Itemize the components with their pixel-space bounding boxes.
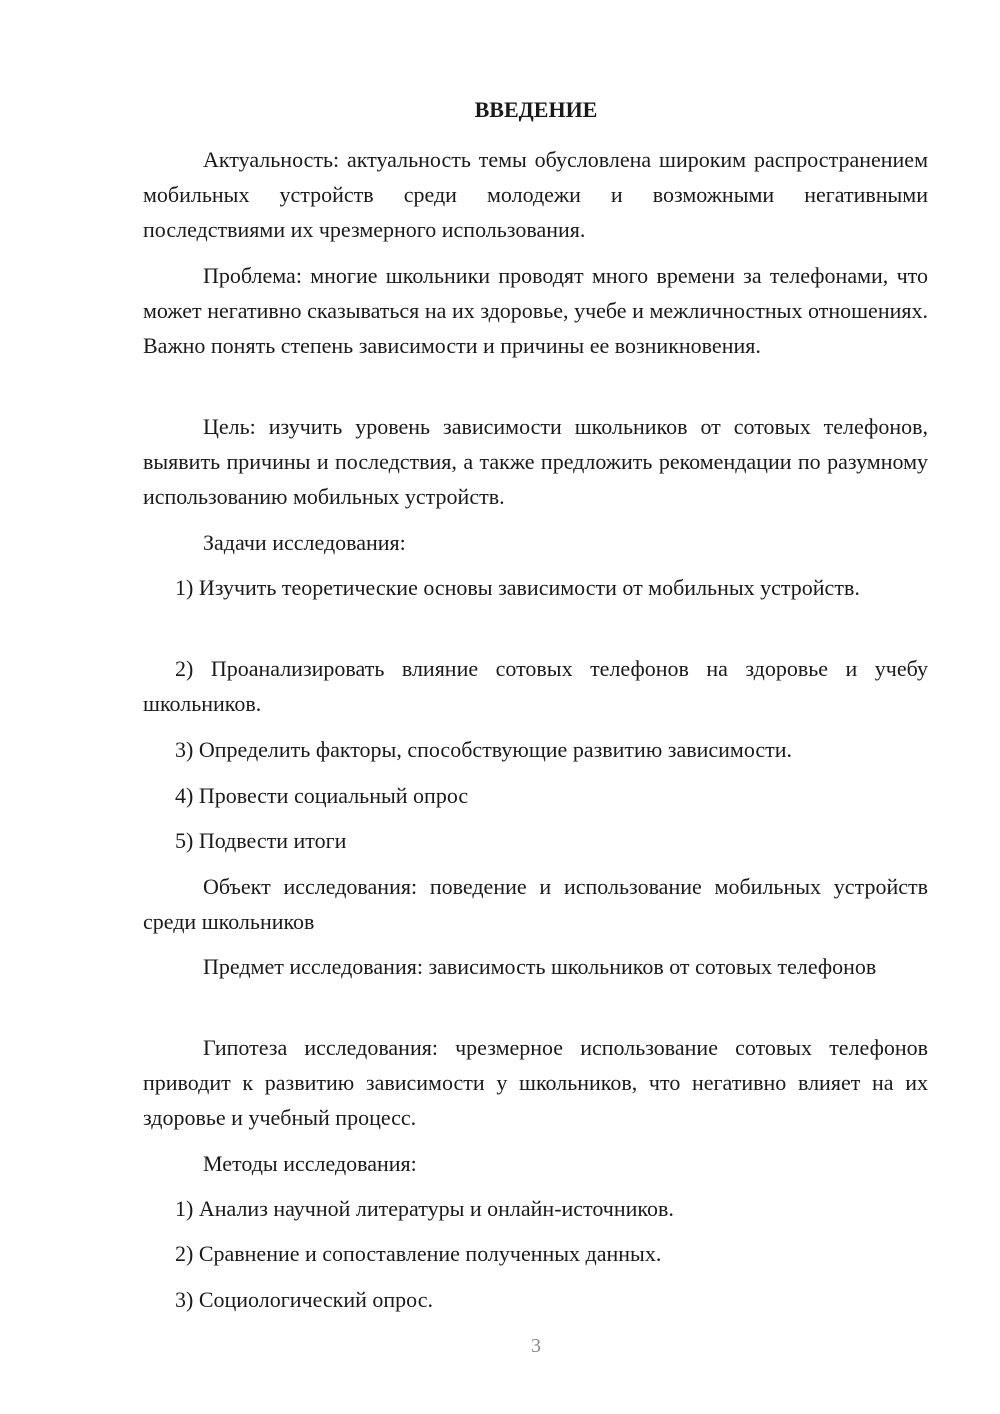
task-item: 2) Проанализировать влияние сотовых телефонов на здоровье и учебу школьников. (143, 656, 928, 716)
paragraph-problem: Проблема: многие школьники проводят много времени за телефонами, что может негативно сказываться на их здоровье, учебе и межличностных отношениях. Важно понять степень зависимости и причины ее возникновения. (143, 263, 928, 358)
paragraph-relevance: Актуальность: актуальность темы обусловлена широким распространением мобильных устройств среди молодежи и возможными негативными последствиями их чрезмерного использования. (143, 147, 928, 242)
methods-heading: Методы исследования: (203, 1151, 417, 1176)
method-item: 1) Анализ научной литературы и онлайн-источников. (175, 1196, 674, 1221)
task-item: 3) Определить факторы, способствующие развитию зависимости. (175, 737, 793, 762)
task-item: 4) Провести социальный опрос (175, 783, 469, 808)
page-title: ВВЕДЕНИЕ (474, 97, 598, 122)
method-item: 2) Сравнение и сопоставление полученных данных. (175, 1241, 662, 1266)
paragraph-subject: Предмет исследования: зависимость школьников от сотовых телефонов (203, 954, 877, 979)
page-number: 3 (531, 1335, 541, 1357)
tasks-heading: Задачи исследования: (203, 530, 406, 555)
paragraph-object: Объект исследования: поведение и использование мобильных устройств среди школьников (143, 874, 928, 934)
task-item: 5) Подвести итоги (175, 828, 347, 853)
task-item: 1) Изучить теоретические основы зависимости от мобильных устройств. (175, 575, 860, 600)
method-item: 3) Социологический опрос. (175, 1287, 433, 1312)
paragraph-hypothesis: Гипотеза исследования: чрезмерное использование сотовых телефонов приводит к развитию зависимости у школьников, что негативно влияет на их здоровье и учебный процесс. (143, 1035, 928, 1130)
paragraph-goal: Цель: изучить уровень зависимости школьников от сотовых телефонов, выявить причины и последствия, а также предложить рекомендации по разумному использованию мобильных устройств. (143, 414, 928, 509)
